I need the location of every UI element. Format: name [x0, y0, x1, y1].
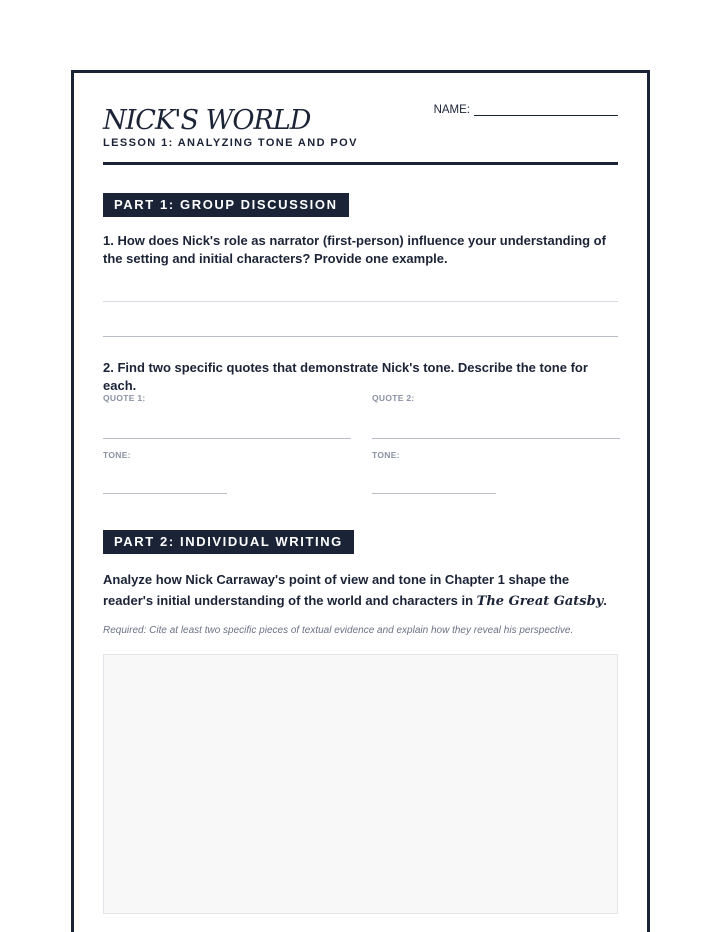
- answer-line-2[interactable]: [103, 336, 618, 337]
- worksheet-page: [71, 70, 650, 932]
- tone-1-line[interactable]: [103, 493, 227, 494]
- name-field: [434, 104, 618, 116]
- part1-heading: PART 1: GROUP DISCUSSION: [103, 193, 349, 217]
- header-divider: [103, 162, 618, 165]
- tone-2-line[interactable]: [372, 493, 496, 494]
- answer-line-1[interactable]: [103, 301, 618, 302]
- writing-prompt-end: .: [603, 593, 607, 608]
- writing-response-box[interactable]: [103, 654, 618, 914]
- part2-heading: PART 2: INDIVIDUAL WRITING: [103, 530, 354, 554]
- name-input-line[interactable]: [474, 106, 618, 116]
- quote-2-label: QUOTE 2:: [372, 393, 415, 403]
- writing-prompt: [103, 569, 618, 612]
- name-label: NAME:: [433, 104, 470, 116]
- question-2: 2. Find two specific quotes that demonstrate Nick's tone. Describe the tone for each.: [103, 360, 588, 393]
- worksheet-title: NICK'S WORLD: [103, 105, 311, 136]
- question-1: 1. How does Nick's role as narrator (first-person) influence your understanding of the setting and initial characters? Provide one example.: [103, 233, 606, 266]
- requirement-note: Required: Cite at least two specific pieces of textual evidence and explain how they reveal his perspective.: [103, 625, 574, 636]
- book-title: The Great Gatsby: [476, 594, 604, 609]
- quote-2-line[interactable]: [372, 438, 620, 439]
- quote-1-label: QUOTE 1:: [103, 393, 146, 403]
- quote-1-line[interactable]: [103, 438, 351, 439]
- tone-2-label: TONE:: [372, 450, 400, 460]
- lesson-subtitle: LESSON 1: ANALYZING TONE AND POV: [103, 137, 358, 149]
- tone-1-label: TONE:: [103, 450, 131, 460]
- writing-prompt-text: Analyze how Nick Carraway's point of view and tone in Chapter 1 shape the reader's initial understanding of the world and characters in: [103, 572, 570, 608]
